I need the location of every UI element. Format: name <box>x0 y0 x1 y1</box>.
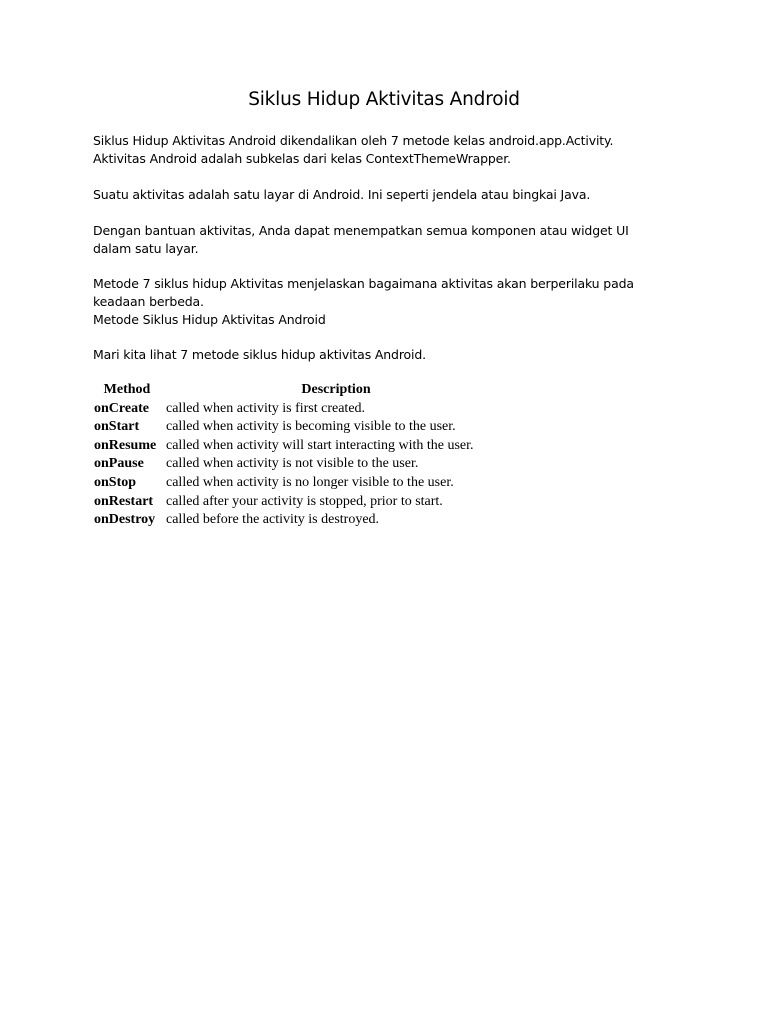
method-name: onStop <box>94 474 137 490</box>
table-row <box>91 400 509 419</box>
paragraph-line: keadaan berbeda. <box>93 293 204 309</box>
method-description: called when activity will start interacting with the user. <box>166 437 474 453</box>
method-description: called when activity is no longer visible to the user. <box>166 474 454 490</box>
table-row <box>91 455 509 474</box>
paragraph-line: Metode Siklus Hidup Aktivitas Android <box>93 311 326 327</box>
method-description: called when activity is first created. <box>166 400 366 416</box>
method-name: onCreate <box>94 400 149 416</box>
paragraph-line: Metode 7 siklus hidup Aktivitas menjelaskan bagaimana aktivitas akan berperilaku pada <box>93 276 634 291</box>
lifecycle-methods-table <box>91 381 509 530</box>
method-name: onResume <box>94 437 157 453</box>
page-title: Siklus Hidup Aktivitas Android <box>248 89 520 110</box>
column-header-method: Method <box>103 382 151 397</box>
table-row <box>91 493 509 512</box>
method-description: called before the activity is destroyed. <box>166 512 380 528</box>
paragraph-line: Aktivitas Android adalah subkelas dari kelas ContextThemeWrapper. <box>93 150 511 166</box>
paragraph-activity-help <box>93 222 693 258</box>
paragraph-line: Siklus Hidup Aktivitas Android dikendalikan oleh 7 metode kelas android.app.Activity. <box>93 133 614 148</box>
paragraph-lets-see <box>93 346 693 364</box>
table-row <box>91 474 509 493</box>
paragraph-line: Mari kita lihat 7 metode siklus hidup aktivitas Android. <box>93 347 426 362</box>
paragraph-line: dalam satu layar. <box>93 240 199 256</box>
paragraph-activity-definition <box>93 186 693 204</box>
method-description: called when activity is becoming visible to the user. <box>166 419 456 435</box>
method-name: onDestroy <box>94 512 156 528</box>
method-name: onPause <box>94 456 144 472</box>
paragraph-lifecycle-methods <box>93 275 693 328</box>
table-header-row <box>91 381 509 400</box>
paragraph-intro <box>93 132 693 168</box>
paragraph-line: Dengan bantuan aktivitas, Anda dapat menempatkan semua komponen atau widget UI <box>93 223 629 238</box>
method-description: called when activity is not visible to the user. <box>166 456 419 472</box>
method-name: onStart <box>94 419 140 435</box>
table-row <box>91 437 509 456</box>
method-description: called after your activity is stopped, prior to start. <box>166 493 443 509</box>
paragraph-line: Suatu aktivitas adalah satu layar di Android. Ini seperti jendela atau bingkai Java. <box>93 187 591 202</box>
column-header-description: Description <box>301 382 371 397</box>
method-name: onRestart <box>94 493 154 509</box>
table-row <box>91 418 509 437</box>
table-row <box>91 511 509 530</box>
